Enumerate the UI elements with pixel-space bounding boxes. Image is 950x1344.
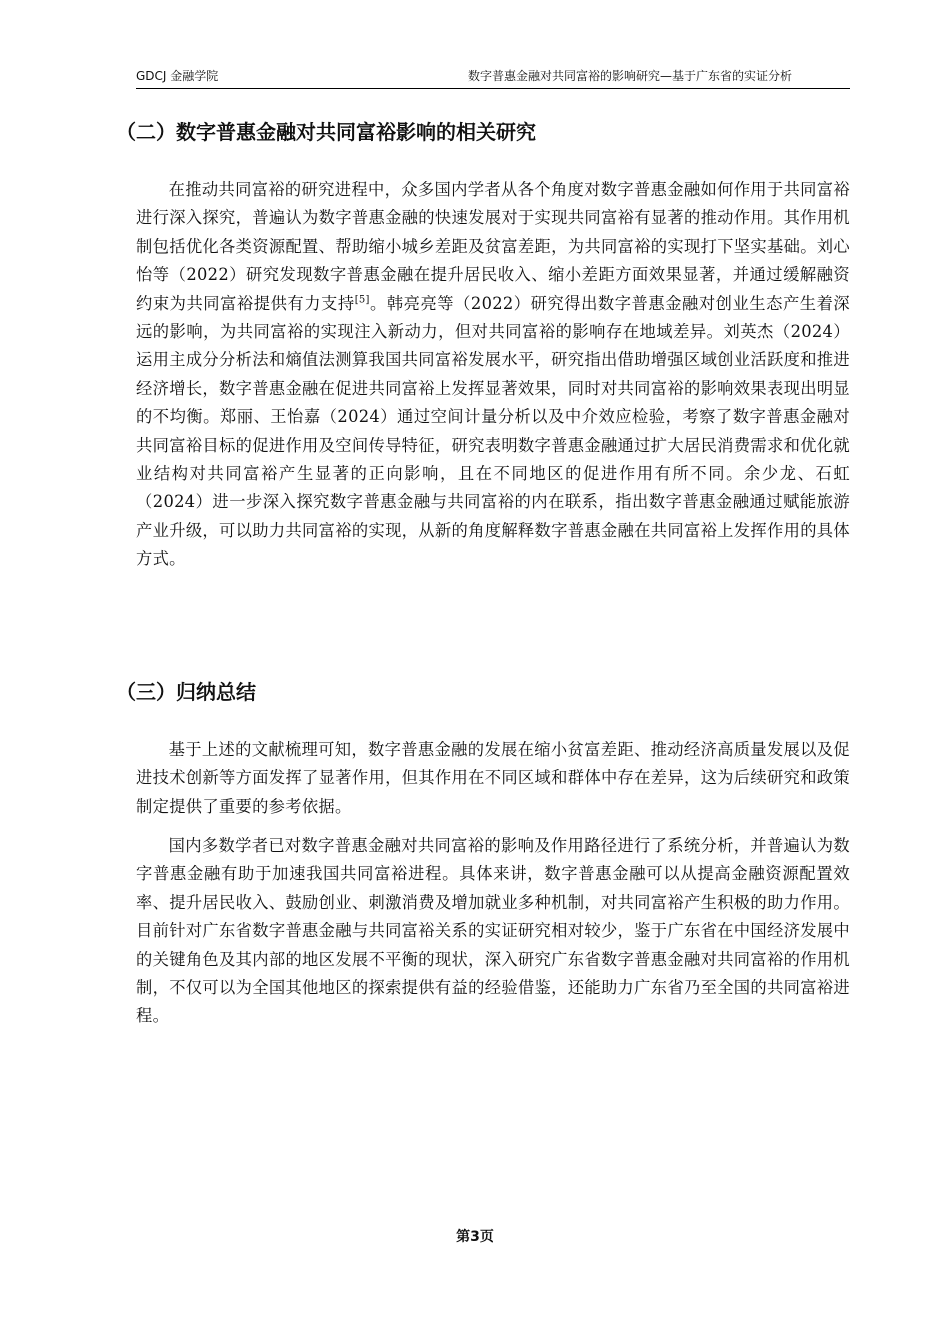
- page-number: 第3页: [456, 1229, 494, 1245]
- paragraph-summary-2: 国内多数学者已对数字普惠金融对共同富裕的影响及作用路径进行了系统分析，并普遍认为数字普惠金融有助于加速我国共同富裕进程。具体来讲，数字普惠金融可以从提高金融资源配置效率、提升居民收入、鼓励创业、刺激消费及增加就业多种机制，对共同富裕产生积极的助力作用。目前针对广东省数字普惠金融与共同富裕关系的实证研究相对较少，鉴于广东省在中国经济发展中的关键角色及其内部的地区发展不平衡的现状，深入研究广东省数字普惠金融对共同富裕的作用机制，不仅可以为全国其他地区的探索提供有益的经验借鉴，还能助力广东省乃至全国的共同富裕进程。: [136, 836, 850, 1026]
- page-header: [136, 66, 850, 89]
- header-institution: GDCJ 金融学院: [136, 69, 219, 83]
- header-paper-title: 数字普惠金融对共同富裕的影响研究—基于广东省的实证分析: [467, 69, 792, 83]
- section-heading-summary: （三）归纳总结: [116, 680, 256, 704]
- paragraph-text: 。韩亮亮等（2022）研究得出数字普惠金融对创业生态产生着深远的影响，为共同富裕的实现注入新动力，但对共同富裕的影响存在地域差异。刘英杰（2024）运用主成分分析法和熵值法测算我国共同富裕发展水平，研究指出借助增强区域创业活跃度和推进经济增长，数字普惠金融在促进共同富裕上发挥显著效果，同时对共同富裕的影响效果表现出明显的不均衡。郑丽、王怡嘉（2024）通过空间计量分析以及中介效应检验，考察了数字普惠金融对共同富裕目标的促进作用及空间传导特征，研究表明数字普惠金融通过扩大居民消费需求和优化就业结构对共同富裕产生显著的正向影响，且在不同地区的促进作用有所不同。余少龙、石虹（2024）进一步深入探究数字普惠金融与共同富裕的内在联系，指出数字普惠金融通过赋能旅游产业升级，可以助力共同富裕的实现，从新的角度解释数字普惠金融在共同富裕上发挥作用的具体方式。: [136, 293, 851, 569]
- paragraph-text: 在推动共同富裕的研究进程中，众多国内学者从各个角度对数字普惠金融如何作用于共同富裕进行深入探究，普遍认为数字普惠金融的快速发展对于实现共同富裕有显著的推动作用。其作用机制包括优化各类资源配置、帮助缩小城乡差距及贫富差距，为共同富裕的实现打下坚实基础。刘心怡等（2022）研究发现数字普惠金融在提升居民收入、缩小差距方面效果显著，并通过缓解融资约束为共同富裕提供有力支持: [136, 180, 850, 313]
- citation-reference[interactable]: [5]: [354, 294, 370, 306]
- paragraph-related-research: [136, 176, 850, 574]
- section-heading-related-research: （二）数字普惠金融对共同富裕影响的相关研究: [116, 120, 536, 144]
- paragraph-summary-1: 基于上述的文献梳理可知，数字普惠金融的发展在缩小贫富差距、推动经济高质量发展以及促进技术创新等方面发挥了显著作用，但其作用在不同区域和群体中存在差异，这为后续研究和政策制定提供了重要的参考依据。: [136, 740, 850, 816]
